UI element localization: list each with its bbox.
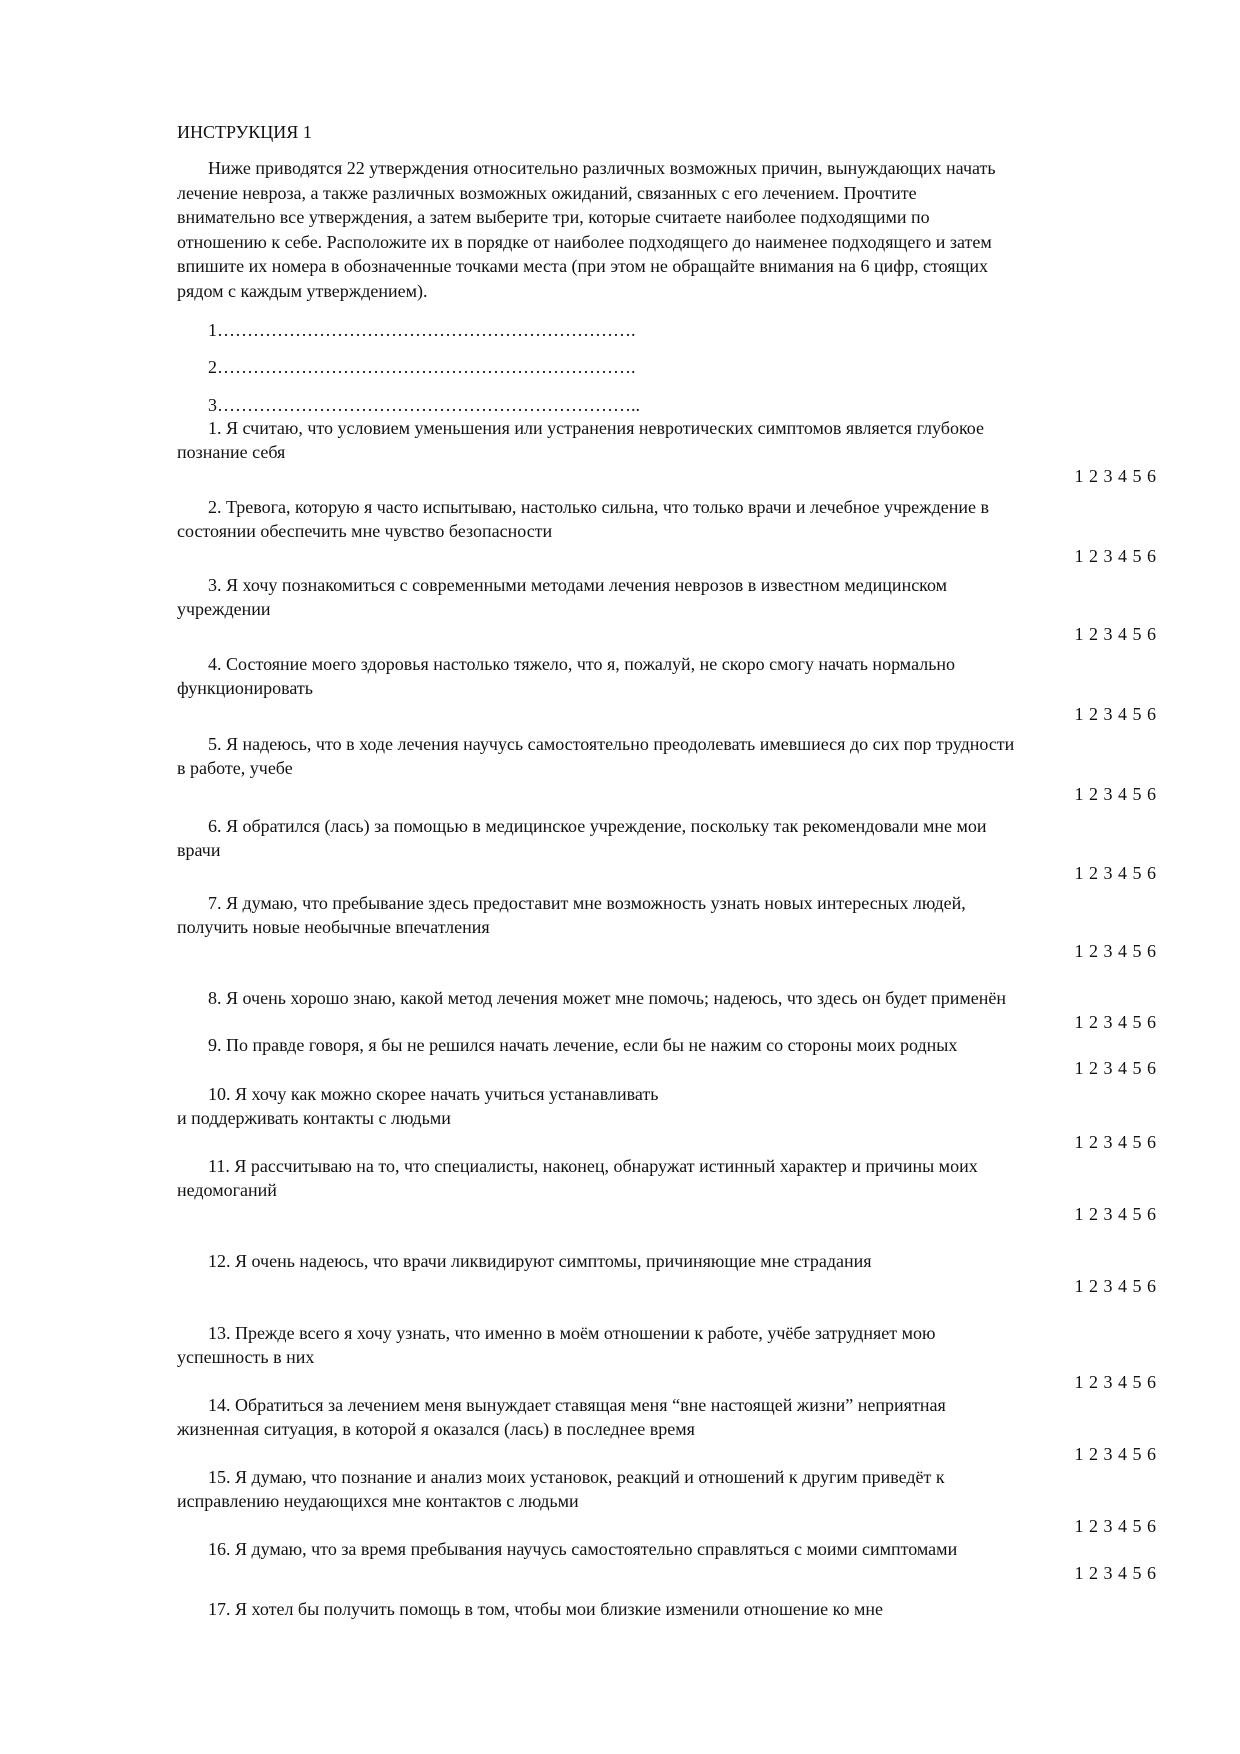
- statement-1-line-2: познание себя: [177, 442, 286, 462]
- instruction-intro: [177, 156, 1177, 303]
- statement-7-line-2: получить новые необычные впечатления: [177, 917, 490, 937]
- statement-1-line-1: 1. Я считаю, что условием уменьшения или устранения невротических симптомов является глубокое: [208, 418, 984, 438]
- statement-16-line-1: 16. Я думаю, что за время пребывания научусь самостоятельно справляться с моими симптомами: [208, 1539, 958, 1559]
- rating-scale[interactable]: 1 2 3 4 5 6: [1074, 1132, 1156, 1152]
- rating-scale[interactable]: 1 2 3 4 5 6: [1074, 1516, 1156, 1536]
- answer-slot-3[interactable]: 3……………………………………………………………..: [208, 395, 640, 415]
- rating-scale[interactable]: 1 2 3 4 5 6: [1074, 704, 1156, 724]
- statement-15-line-1: 15. Я думаю, что познание и анализ моих установок, реакций и отношений к другим приведёт к: [208, 1467, 945, 1487]
- rating-scale[interactable]: 1 2 3 4 5 6: [1074, 1276, 1156, 1296]
- statement-13-line-2: успешность в них: [177, 1347, 315, 1367]
- statement-11-line-1: 11. Я рассчитываю на то, что специалисты, наконец, обнаружат истинный характер и причины моих: [208, 1156, 978, 1176]
- statement-4-line-2: функционировать: [177, 678, 313, 698]
- intro-line: Ниже приводятся 22 утверждения относительно различных возможных причин, вынуждающих начать: [208, 158, 996, 178]
- statement-2-line-1: 2. Тревога, которую я часто испытываю, настолько сильна, что только врачи и лечебное учреждение в: [208, 497, 990, 517]
- statement-3-line-1: 3. Я хочу познакомиться с современными методами лечения неврозов в известном медицинском: [208, 575, 948, 595]
- rating-scale[interactable]: 1 2 3 4 5 6: [1074, 863, 1156, 883]
- statement-13-line-1: 13. Прежде всего я хочу узнать, что именно в моём отношении к работе, учёбе затрудняет мою: [208, 1323, 936, 1343]
- statement-3-line-2: учреждении: [177, 599, 271, 619]
- statement-14-line-2: жизненная ситуация, в которой я оказался (лась) в последнее время: [177, 1419, 695, 1439]
- rating-scale[interactable]: 1 2 3 4 5 6: [1074, 1012, 1156, 1032]
- statement-15-line-2: исправлению неудающихся мне контактов с людьми: [177, 1491, 579, 1511]
- statement-5-line-2: в работе, учебе: [177, 758, 293, 778]
- statement-10-line-2: и поддерживать контакты с людьми: [177, 1108, 451, 1128]
- statement-2-line-2: состоянии обеспечить мне чувство безопасности: [177, 521, 553, 541]
- statement-8-line-1: 8. Я очень хорошо знаю, какой метод лечения может мне помочь; надеюсь, что здесь он будет применён: [208, 988, 1007, 1008]
- statement-12-line-1: 12. Я очень надеюсь, что врачи ликвидируют симптомы, причиняющие мне страдания: [208, 1251, 872, 1271]
- rating-scale[interactable]: 1 2 3 4 5 6: [1074, 1563, 1156, 1583]
- instruction-title: ИНСТРУКЦИЯ 1: [177, 122, 312, 142]
- statement-7-line-1: 7. Я думаю, что пребывание здесь предоставит мне возможность узнать новых интересных людей,: [208, 893, 966, 913]
- statement-4-line-1: 4. Состояние моего здоровья настолько тяжело, что я, пожалуй, не скоро смогу начать нормально: [208, 654, 956, 674]
- statement-9-line-1: 9. По правде говоря, я бы не решился начать лечение, если бы не нажим со стороны моих родных: [208, 1035, 958, 1055]
- intro-line: отношению к себе. Расположите их в порядке от наиболее подходящего до наименее подходящего и затем: [177, 231, 992, 252]
- statement-14-line-1: 14. Обратиться за лечением меня вынуждает ставящая меня “вне настоящей жизни” неприятная: [208, 1395, 946, 1415]
- intro-line: внимательно все утверждения, а затем выберите три, которые считаете наиболее подходящими по: [177, 207, 930, 227]
- statement-6-line-1: 6. Я обратился (лась) за помощью в медицинское учреждение, поскольку так рекомендовали мне мои: [208, 816, 987, 836]
- statement-6-line-2: врачи: [177, 840, 221, 860]
- rating-scale[interactable]: 1 2 3 4 5 6: [1074, 1444, 1156, 1464]
- rating-scale[interactable]: 1 2 3 4 5 6: [1074, 466, 1156, 486]
- statement-5-line-1: 5. Я надеюсь, что в ходе лечения научусь самостоятельно преодолевать имевшиеся до сих пор трудности: [208, 734, 1015, 754]
- statement-17-line-1: 17. Я хотел бы получить помощь в том, чтобы мои близкие изменили отношение ко мне: [208, 1599, 883, 1619]
- answer-slot-1[interactable]: 1…………………………………………………………….: [208, 320, 636, 340]
- statement-11-line-2: недомоганий: [177, 1180, 277, 1200]
- rating-scale[interactable]: 1 2 3 4 5 6: [1074, 1058, 1156, 1078]
- rating-scale[interactable]: 1 2 3 4 5 6: [1074, 624, 1156, 644]
- rating-scale[interactable]: 1 2 3 4 5 6: [1074, 1204, 1156, 1224]
- intro-line: впишите их номера в обозначенные точками места (при этом не обращайте внимания на 6 цифр, стоящих: [177, 256, 988, 276]
- rating-scale[interactable]: 1 2 3 4 5 6: [1074, 784, 1156, 804]
- rating-scale[interactable]: 1 2 3 4 5 6: [1074, 546, 1156, 566]
- statement-10-line-1: 10. Я хочу как можно скорее начать учиться устанавливать: [208, 1084, 659, 1104]
- intro-line: рядом с каждым утверждением).: [177, 280, 428, 301]
- intro-line: лечение невроза, а также различных возможных ожиданий, связанных с его лечением. Прочтите: [177, 182, 917, 203]
- rating-scale[interactable]: 1 2 3 4 5 6: [1074, 941, 1156, 961]
- answer-slot-2[interactable]: 2…………………………………………………………….: [208, 357, 636, 377]
- rating-scale[interactable]: 1 2 3 4 5 6: [1074, 1372, 1156, 1392]
